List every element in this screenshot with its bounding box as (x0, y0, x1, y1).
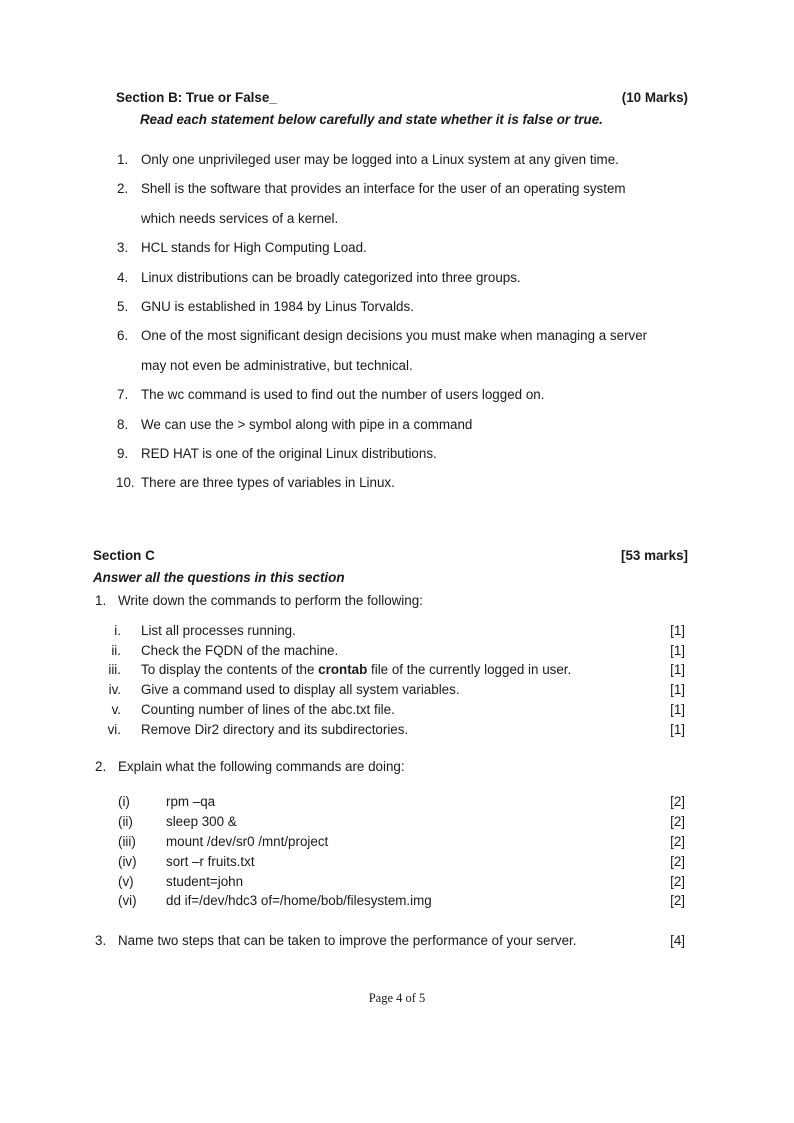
question-3-text: Name two steps that can be taken to improve the performance of your server. (118, 933, 577, 948)
sub-item-number: iv. (108, 682, 121, 697)
list-item-text: There are three types of variables in Linux. (141, 475, 395, 491)
list-item-text: We can use the > symbol along with pipe in a command (141, 416, 473, 432)
sub-item-text (141, 662, 571, 677)
command-marks: [2] (670, 893, 685, 908)
command-number: (vi) (118, 893, 137, 908)
question-1-number: 1. (95, 593, 107, 608)
command-marks: [2] (670, 854, 685, 869)
sub-item-number: i. (114, 623, 121, 638)
list-item-number: 1. (117, 152, 129, 167)
section-c-instruction: Answer all the questions in this section (93, 570, 345, 585)
list-item-number: 7. (117, 387, 129, 403)
sub-item-marks: [1] (670, 643, 685, 658)
list-item-text: Linux distributions can be broadly categorized into three groups. (141, 269, 521, 285)
command-number: (ii) (118, 814, 133, 829)
command-text: sort –r fruits.txt (166, 854, 255, 869)
sub-item-text-bold: crontab (318, 662, 368, 677)
sub-item-text-part: Check the FQDN of the machine. (141, 643, 339, 658)
command-marks: [2] (670, 834, 685, 849)
command-text: sleep 300 & (166, 814, 237, 829)
question-2-number: 2. (95, 759, 107, 774)
list-item-number: 6. (117, 328, 129, 344)
sub-item-text (141, 643, 338, 658)
sub-item-text (141, 623, 296, 638)
command-marks: [2] (670, 814, 685, 829)
command-number: (i) (118, 794, 130, 809)
section-c-heading: Section C (93, 548, 155, 563)
sub-item-marks: [1] (670, 702, 685, 717)
list-item-number: 9. (117, 446, 129, 461)
command-marks: [2] (670, 874, 685, 889)
command-number: (iv) (118, 854, 137, 869)
page-number: Page 4 of 5 (368, 991, 426, 1005)
command-number: (v) (118, 874, 134, 889)
sub-item-text-part: Give a command used to display all system variables. (141, 682, 460, 697)
command-number: (iii) (118, 834, 136, 849)
sub-item-text-part: List all processes running. (141, 623, 296, 638)
sub-item-number: v. (111, 702, 121, 717)
sub-item-marks: [1] (670, 623, 685, 638)
section-b-instruction: Read each statement below carefully and state whether it is false or true. (140, 112, 603, 127)
list-item-number: 10. (116, 475, 135, 491)
command-text: dd if=/dev/hdc3 of=/home/bob/filesystem.img (166, 893, 432, 908)
command-marks: [2] (670, 794, 685, 809)
sub-item-text (141, 702, 395, 717)
section-b-marks: (10 Marks) (621, 90, 688, 105)
sub-item-text-part: To display the contents of the (141, 662, 319, 677)
list-item-number: 3. (117, 240, 129, 256)
list-item-text: HCL stands for High Computing Load. (141, 240, 367, 256)
sub-item-text (141, 722, 408, 737)
question-3-marks: [4] (670, 933, 685, 948)
list-item-text: The wc command is used to find out the number of users logged on. (141, 387, 545, 403)
sub-item-text-part: file of the currently logged in user. (367, 662, 572, 677)
sub-item-text-part: Counting number of lines of the abc.txt file. (141, 702, 395, 717)
list-item-text: which needs services of a kernel. (141, 210, 339, 226)
list-item-text: RED HAT is one of the original Linux distributions. (141, 446, 437, 461)
question-1-text: Write down the commands to perform the following: (118, 593, 423, 608)
sub-item-number: iii. (108, 662, 121, 677)
sub-item-marks: [1] (670, 662, 685, 677)
command-text: mount /dev/sr0 /mnt/project (166, 834, 329, 849)
list-item-text: Shell is the software that provides an interface for the user of an operating system (141, 181, 626, 197)
command-text: rpm –qa (166, 794, 216, 809)
sub-item-marks: [1] (670, 722, 685, 737)
list-item-number: 2. (117, 181, 129, 197)
sub-item-marks: [1] (670, 682, 685, 697)
list-item-number: 5. (117, 299, 129, 314)
list-item-text: may not even be administrative, but technical. (141, 357, 413, 373)
section-b-heading: Section B: True or False_ (116, 90, 277, 105)
command-text: student=john (166, 874, 244, 889)
sub-item-text-part: Remove Dir2 directory and its subdirectories. (141, 722, 409, 737)
sub-item-number: vi. (107, 722, 121, 737)
sub-item-number: ii. (111, 643, 121, 658)
question-3-number: 3. (95, 933, 107, 948)
list-item-text: GNU is established in 1984 by Linus Torvalds. (141, 299, 414, 314)
list-item-number: 4. (117, 269, 129, 285)
list-item-number: 8. (117, 416, 129, 432)
question-2-text: Explain what the following commands are doing: (118, 759, 405, 774)
list-item-text: One of the most significant design decisions you must make when managing a server (141, 328, 648, 344)
sub-item-text (141, 682, 460, 697)
list-item-text: Only one unprivileged user may be logged into a Linux system at any given time. (141, 152, 619, 167)
section-c-marks: [53 marks] (621, 548, 688, 563)
